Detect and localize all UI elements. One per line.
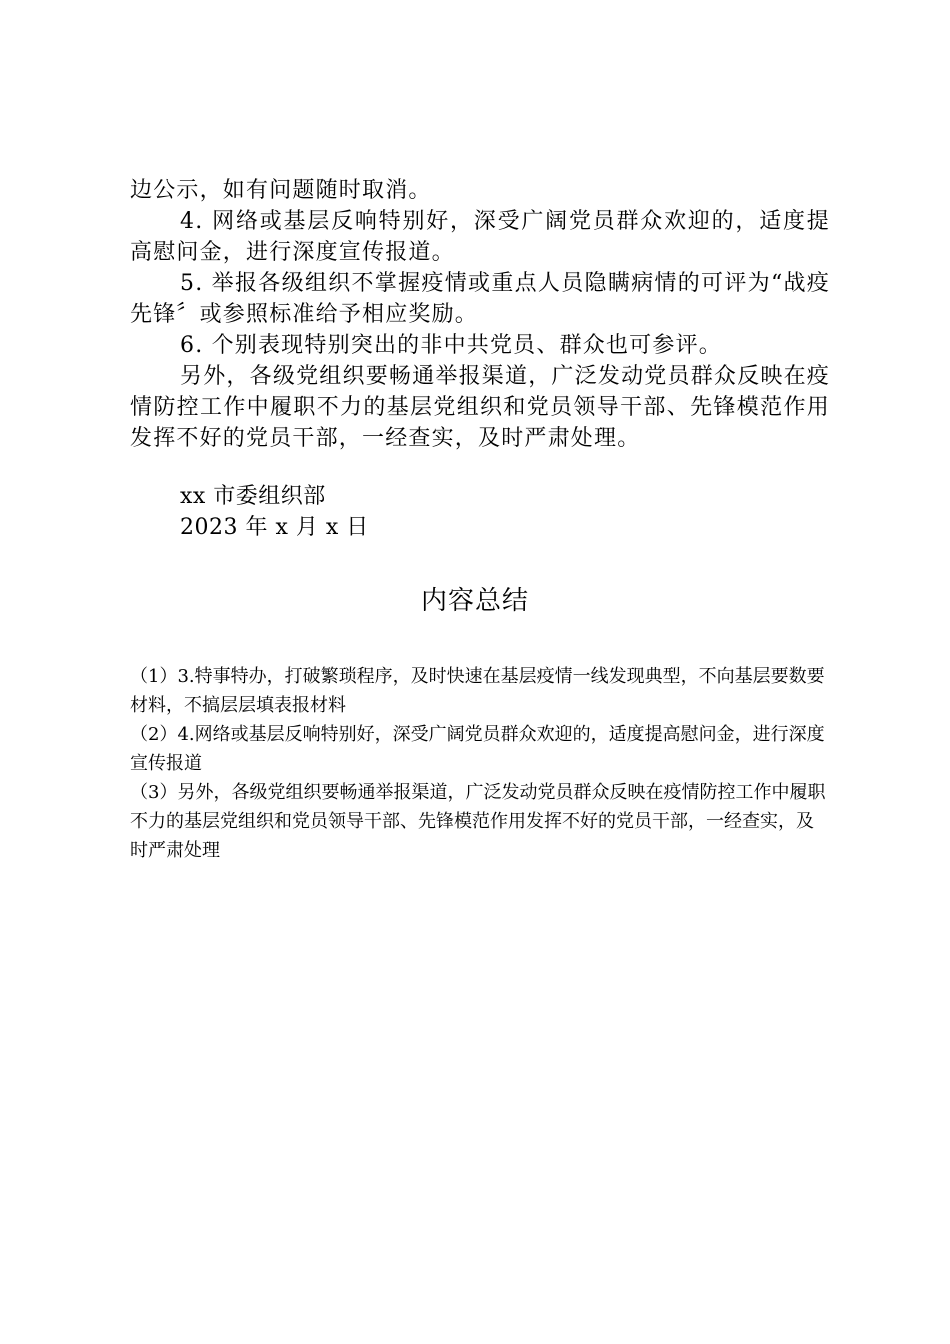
summary-item: （3）另外，各级党组织要畅通举报渠道，广泛发动党员群众反映在疫情防控工作中履职不力的基层党组织和党员领导干部、先锋模范作用发挥不好的党员干部，一经查实，及时严肃处理	[130, 782, 826, 861]
body-paragraph: 6. 个别表现特别突出的非中共党员、群众也可参评。	[180, 333, 722, 358]
summary-list	[130, 662, 830, 865]
body-paragraph: 另外，各级党组织要畅通举报渠道，广泛发动党员群众反映在疫情防控工作中履职不力的基层党组织和党员领导干部、先锋模范作用发挥不好的党员干部，一经查实，及时严肃处理。	[130, 364, 830, 451]
signature-date: 2023 年 x 月 x 日	[180, 515, 369, 540]
document-body	[130, 175, 830, 454]
body-paragraph: 5. 举报各级组织不掌握疫情或重点人员隐瞒病情的可评为“战疫先锋〞或参照标准给予相应奖励。	[130, 271, 830, 327]
body-paragraph: 4. 网络或基层反响特别好，深受广阔党员群众欢迎的，适度提高慰问金，进行深度宣传报道。	[130, 209, 830, 265]
signature-block	[180, 481, 369, 543]
summary-item: （1）3.特事特办，打破繁琐程序，及时快速在基层疫情一线发现典型，不向基层要数要材料，不搞层层填表报材料	[130, 666, 825, 716]
body-paragraph: 边公示，如有问题随时取消。	[130, 178, 432, 203]
summary-title: 内容总结	[420, 586, 529, 616]
signature-organization: xx 市委组织部	[180, 484, 326, 509]
summary-item: （2）4.网络或基层反响特别好，深受广阔党员群众欢迎的，适度提高慰问金，进行深度宣传报道	[130, 724, 825, 774]
